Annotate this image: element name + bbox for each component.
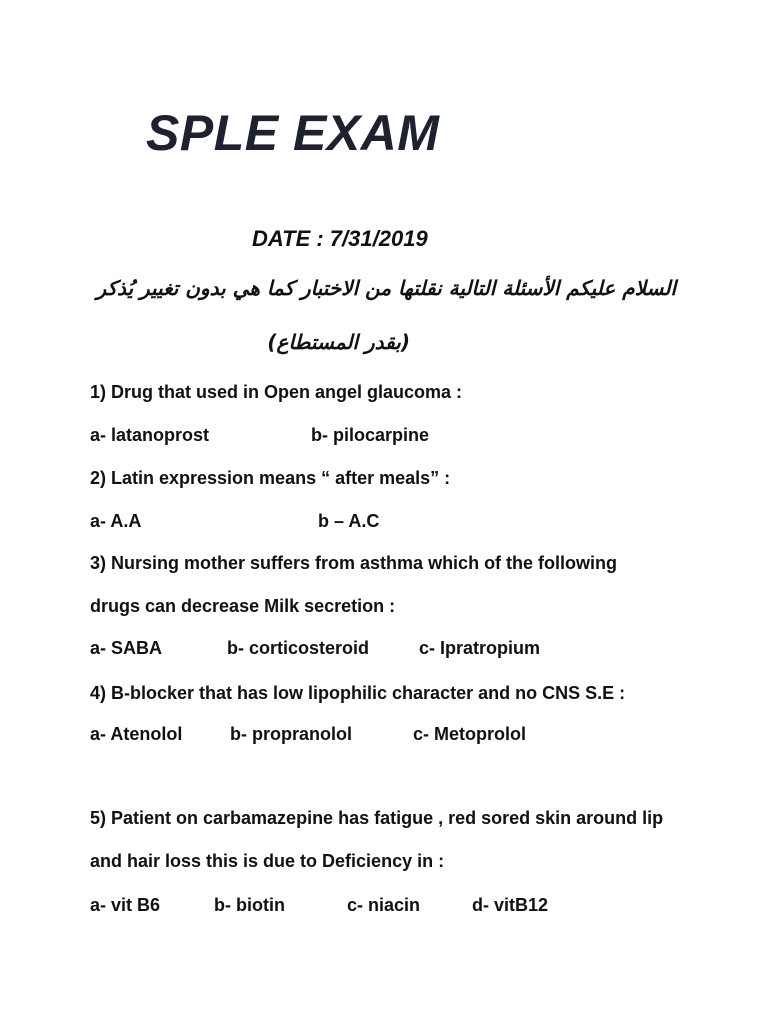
question-3-line-1: 3) Nursing mother suffers from asthma which of the following	[90, 553, 618, 573]
page-title: SPLE EXAM	[146, 105, 440, 161]
question-3-option-b: b- corticosteroid	[227, 638, 370, 658]
question-4-option-b: b- propranolol	[230, 724, 352, 744]
question-3-line-2: drugs can decrease Milk secretion :	[90, 596, 396, 616]
question-5-option-d: d- vitB12	[472, 895, 549, 915]
question-5-line-2: and hair loss this is due to Deficiency in :	[90, 851, 445, 871]
question-5-line-1: 5) Patient on carbamazepine has fatigue , red sored skin around lip	[90, 808, 664, 828]
question-3-option-a: a- SABA	[90, 638, 163, 658]
question-2-option-b: b – A.C	[318, 511, 380, 531]
exam-date: DATE : 7/31/2019	[252, 226, 428, 251]
question-3-option-c: c- Ipratropium	[419, 638, 541, 658]
question-5-option-a: a- vit B6	[90, 895, 161, 915]
question-2: 2) Latin expression means “ after meals” :	[90, 468, 451, 488]
question-4-option-a: a- Atenolol	[90, 724, 183, 744]
intro-text-line-1: السلام عليكم الأسئلة التالية نقلتها من الاختبار كما هي بدون تغيير يُذكر	[96, 276, 676, 300]
question-5-option-c: c- niacin	[347, 895, 421, 915]
question-1: 1) Drug that used in Open angel glaucoma :	[90, 382, 463, 402]
question-2-option-a: a- A.A	[90, 511, 142, 531]
question-4: 4) B-blocker that has low lipophilic character and no CNS S.E :	[90, 683, 626, 703]
intro-text-line-2: (بقدر المستطاع)	[267, 330, 410, 354]
question-5-option-b: b- biotin	[214, 895, 285, 915]
question-1-option-a: a- latanoprost	[90, 425, 210, 445]
question-4-option-c: c- Metoprolol	[413, 724, 526, 744]
question-1-option-b: b- pilocarpine	[311, 425, 430, 445]
